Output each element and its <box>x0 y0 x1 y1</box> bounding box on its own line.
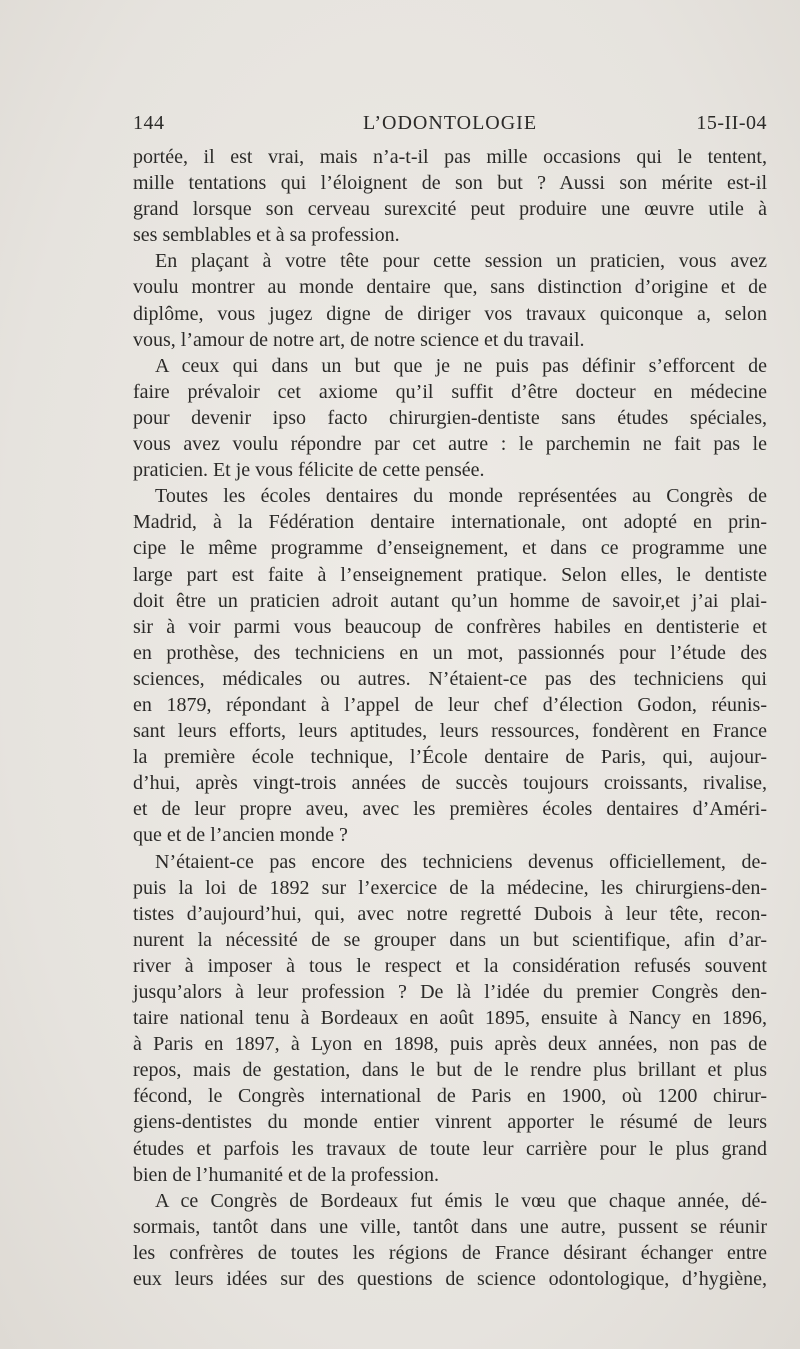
text-line: les confrères de toutes les régions de France désirant échanger entre <box>133 1241 767 1264</box>
text-line: praticien. Et je vous félicite de cette pensée. <box>133 459 485 482</box>
paragraph <box>133 353 767 483</box>
issue-date: 15-II-04 <box>696 112 767 134</box>
text-line: Madrid, à la Fédération dentaire internationale, ont adopté en prin- <box>133 511 767 534</box>
text-line: sciences, médicales ou autres. N’étaient-ce pas des techniciens qui <box>133 667 767 690</box>
text-line: grand lorsque son cerveau surexcité peut produire une œuvre utile à <box>133 198 767 221</box>
text-line: pour devenir ipso facto chirurgien-dentiste sans études spéciales, <box>133 406 767 429</box>
text-line: en prothèse, des techniciens en un mot, passionnés pour l’étude des <box>133 641 767 664</box>
text-line: Toutes les écoles dentaires du monde représentées au Congrès de <box>155 485 767 508</box>
text-line: cipe le même programme d’enseignement, et dans ce programme une <box>133 537 767 560</box>
text-line: bien de l’humanité et de la profession. <box>133 1163 440 1186</box>
text-line: faire prévaloir cet axiome qu’il suffit d’être docteur en médecine <box>133 380 767 403</box>
paragraph <box>133 248 767 352</box>
page-number: 144 <box>133 112 165 134</box>
running-header <box>133 108 767 138</box>
text-line: fécond, le Congrès international de Paris en 1900, où 1200 chirur- <box>133 1085 767 1108</box>
text-line: sir à voir parmi vous beaucoup de confrères habiles en dentisterie et <box>133 615 767 638</box>
text-line: giens-dentistes du monde entier vinrent apporter le résumé de leurs <box>133 1111 767 1134</box>
text-line: A ce Congrès de Bordeaux fut émis le vœu que chaque année, dé- <box>155 1189 767 1212</box>
text-line: la première école technique, l’École dentaire de Paris, qui, aujour- <box>133 746 767 769</box>
text-line: d’hui, après vingt-trois années de succès toujours croissants, rivalise, <box>133 772 767 795</box>
text-line: vous, l’amour de notre art, de notre science et du travail. <box>133 328 585 351</box>
text-line: que et de l’ancien monde ? <box>133 824 348 847</box>
text-line: tistes d’aujourd’hui, qui, avec notre regretté Dubois à leur tête, recon- <box>133 902 767 925</box>
text-line: puis la loi de 1892 sur l’exercice de la médecine, les chirurgiens-den- <box>133 876 767 899</box>
text-line: sormais, tantôt dans une ville, tantôt dans une autre, pussent se réunir <box>133 1215 767 1238</box>
text-line: voulu montrer au monde dentaire que, sans distinction d’origine et de <box>133 276 767 299</box>
text-line: vous avez voulu répondre par cet autre : le parchemin ne fait pas le <box>133 433 767 456</box>
text-line: taire national tenu à Bordeaux en août 1895, ensuite à Nancy en 1896, <box>133 1007 767 1030</box>
text-line: jusqu’alors à leur profession ? De là l’idée du premier Congrès den- <box>133 981 767 1003</box>
paragraph <box>133 483 767 848</box>
text-line: à Paris en 1897, à Lyon en 1898, puis après deux années, non pas de <box>133 1033 767 1056</box>
text-line: N’étaient-ce pas encore des techniciens devenus officiellement, de- <box>155 850 767 873</box>
text-line: études et parfois les travaux de toute leur carrière pour le plus grand <box>133 1137 767 1160</box>
body-text <box>133 144 767 1292</box>
text-line: A ceux qui dans un but que je ne puis pas définir s’efforcent de <box>155 354 767 377</box>
text-line: doit être un praticien adroit autant qu’un homme de savoir,et j’ai plai- <box>133 589 767 612</box>
text-line: nurent la nécessité de se grouper dans un but scientifique, afin d’ar- <box>133 928 767 951</box>
paragraph <box>133 144 767 248</box>
text-line: mille tentations qui l’éloignent de son but ? Aussi son mérite est-il <box>133 172 767 195</box>
journal-title: L’ODONTOLOGIE <box>362 112 538 134</box>
text-line: large part est faite à l’enseignement pratique. Selon elles, le dentiste <box>133 563 767 586</box>
text-line: eux leurs idées sur des questions de science odontologique, d’hygiène, <box>133 1268 767 1291</box>
text-line: river à imposer à tous le respect et la considération refusés souvent <box>133 954 767 977</box>
paragraph <box>133 1188 767 1292</box>
paragraph <box>133 849 767 1188</box>
text-line: et de leur propre aveu, avec les premières écoles dentaires d’Améri- <box>133 798 767 821</box>
text-line: sant leurs efforts, leurs aptitudes, leurs ressources, fondèrent en France <box>133 720 767 743</box>
text-line: repos, mais de gestation, dans le but de le rendre plus brillant et plus <box>133 1059 767 1082</box>
text-line: diplôme, vous jugez digne de diriger vos travaux quiconque a, selon <box>133 302 767 325</box>
text-line: En plaçant à votre tête pour cette session un praticien, vous avez <box>155 250 767 273</box>
text-line: en 1879, répondant à l’appel de leur chef d’élection Godon, réunis- <box>133 693 767 716</box>
text-line: portée, il est vrai, mais n’a-t-il pas mille occasions qui le tentent, <box>133 146 767 168</box>
text-line: ses semblables et à sa profession. <box>133 224 400 247</box>
